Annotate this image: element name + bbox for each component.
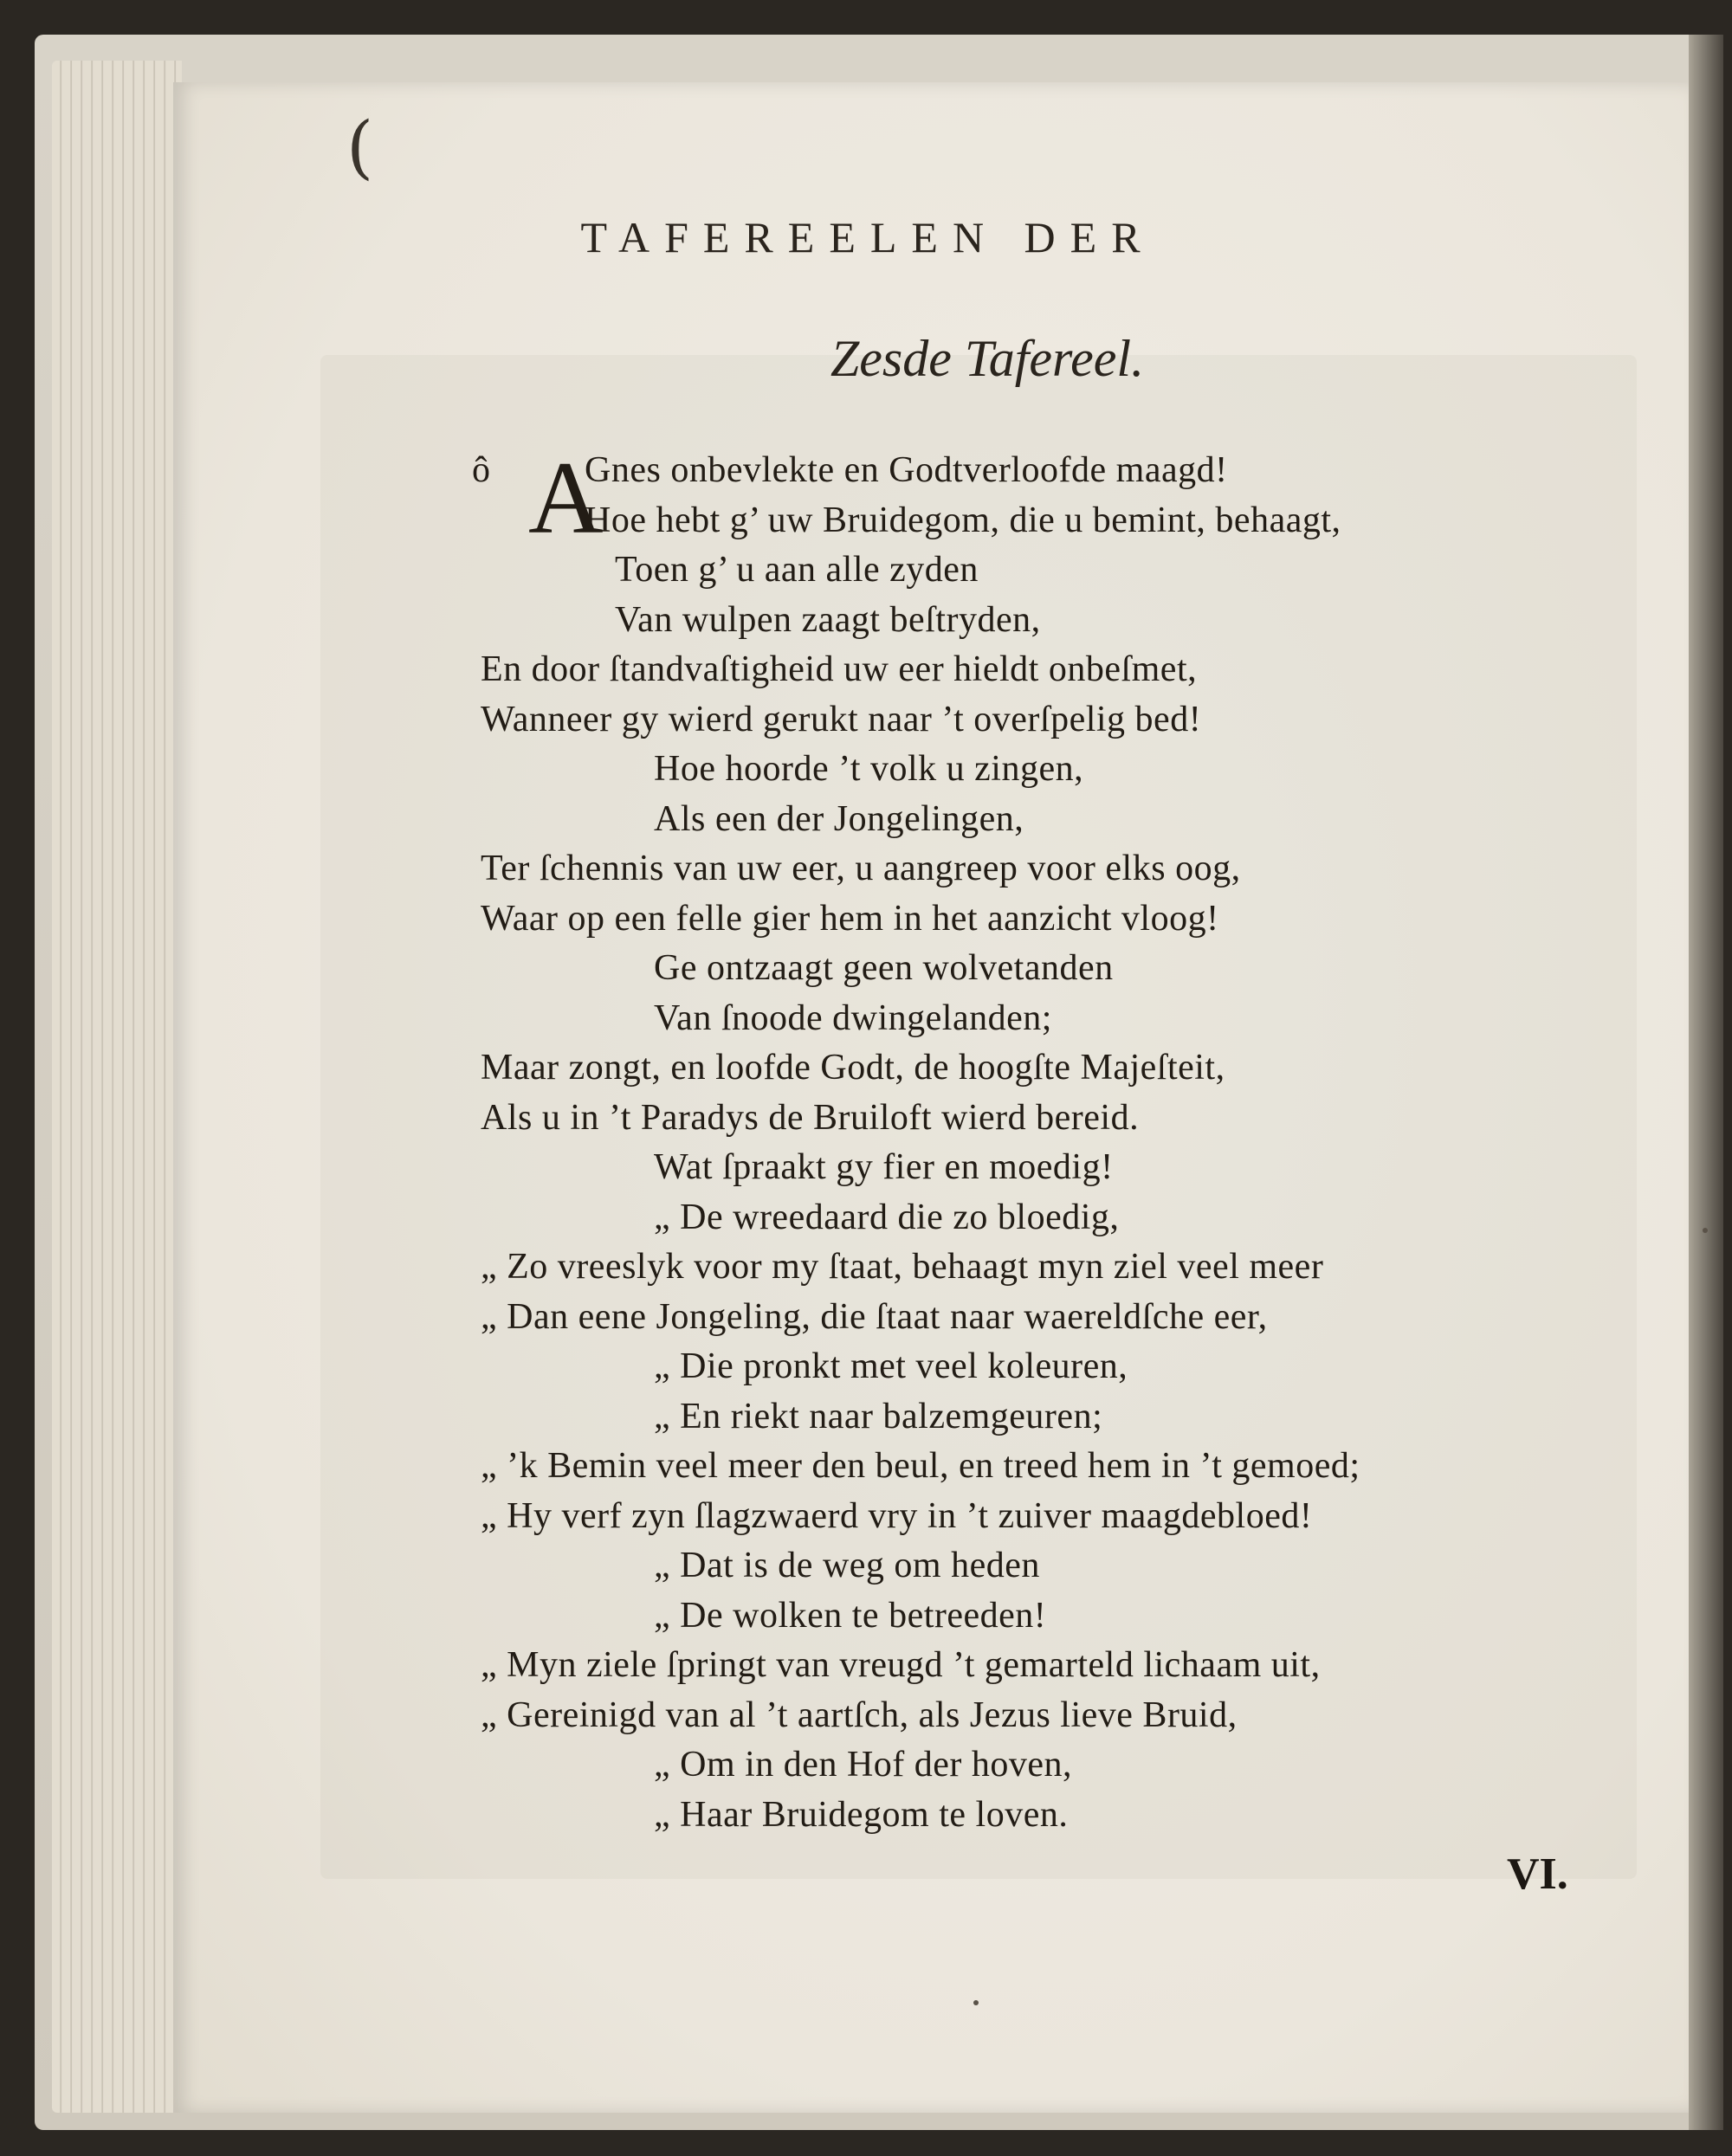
poem-line: Wat ſpraakt gy fier en moedig! [654, 1147, 1114, 1187]
poem-line: „ Haar Bruidegom te loven. [654, 1794, 1069, 1835]
poem-line: Hoe hebt g’ uw Bruidegom, die u bemint, behaagt, [585, 500, 1341, 540]
poem-line: Waar op een felle gier hem in het aanzicht vloog! [481, 898, 1219, 939]
poem-line: Als u in ’t Paradys de Bruiloft wierd bereid. [481, 1097, 1140, 1138]
poem-line: „ Om in den Hof der hoven, [654, 1745, 1073, 1785]
poem-line: Wanneer gy wierd gerukt naar ’t overſpelig bed! [481, 699, 1202, 739]
poem-line: Van ſnoode dwingelanden; [654, 997, 1052, 1038]
poem-line: Ter ſchennis van uw eer, u aangreep voor elks oog, [481, 849, 1241, 888]
poem-line: „ Dan eene Jongeling, die ſtaat naar waereldſche eer, [481, 1296, 1268, 1337]
poem-line: Toen g’ u aan alle zyden [615, 550, 979, 590]
poem-line: Van wulpen zaagt beſtryden, [615, 599, 1041, 640]
poem-line: „ Die pronkt met veel koleuren, [654, 1346, 1128, 1386]
page-signature: VI. [1507, 1849, 1568, 1899]
poem-lines [481, 496, 1650, 1841]
ornament-mark: ô [472, 450, 491, 490]
poem-line: „ Myn ziele ſpringt van vreugd ’t gemarteld lichaam uit, [481, 1645, 1321, 1685]
poem-body [472, 440, 1650, 1840]
poem-line: „ Dat is de weg om heden [654, 1546, 1040, 1585]
poem-line: „ Gereinigd van al ’t aartſch, als Jezus lieve Bruid, [481, 1694, 1238, 1735]
speck [1703, 1228, 1708, 1233]
poem-line: Ge ontzaagt geen wolvetanden [654, 948, 1114, 988]
running-head: TAFEREELEN DER [580, 213, 1155, 261]
poem-line: „ ’k Bemin veel meer den beul, en treed hem in ’t gemoed; [481, 1446, 1360, 1486]
poem-line: „ De wolken te betreeden! [654, 1595, 1047, 1636]
poem-line: „ En riekt naar balzemgeuren; [654, 1396, 1103, 1436]
drop-cap: A [528, 440, 604, 555]
poem-line: En door ſtandvaſtigheid uw eer hieldt onbeſmet, [481, 649, 1198, 689]
poem-line: „ De wreedaard die zo bloedig, [654, 1197, 1120, 1237]
first-line-text: Gnes onbevlekte en Godtverloofde maagd! [585, 450, 1228, 490]
poem-line: Hoe hoorde ’t volk u zingen, [654, 749, 1084, 789]
poem-line: Als een der Jongelingen, [654, 798, 1024, 839]
speck [973, 2000, 979, 2005]
poem-line: „ Hy verf zyn ſlagzwaerd vry in ’t zuiver maagdebloed! [481, 1495, 1313, 1536]
section-title: Zesde Tafereel. [830, 330, 1145, 387]
margin-mark: ( [346, 107, 374, 187]
poem-line: „ Zo vreeslyk voor my ſtaat, behaagt myn ziel veel meer [481, 1247, 1324, 1287]
poem-line: Maar zongt, en loofde Godt, de hoogſte Majeſteit, [481, 1048, 1225, 1088]
